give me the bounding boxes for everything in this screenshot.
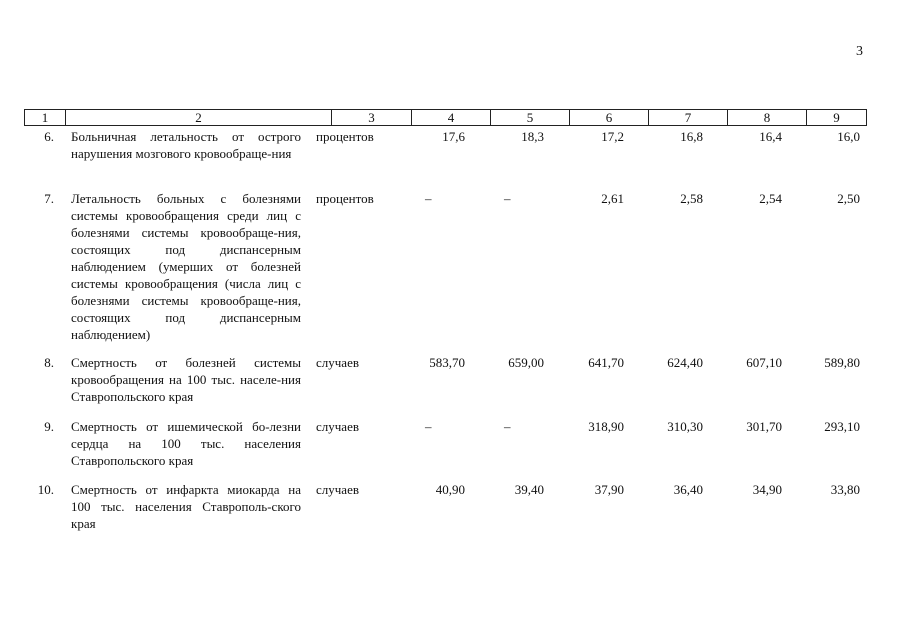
column-header-1: 1	[41, 110, 49, 125]
value-col9: 33,80	[830, 482, 860, 497]
value-col9: 2,50	[837, 191, 860, 206]
column-header-4: 4	[411, 110, 490, 125]
value-col4: –	[425, 419, 432, 434]
value-col4: –	[425, 191, 432, 206]
value-col7: 16,8	[680, 129, 703, 144]
unit: процентов	[316, 191, 374, 206]
column-header-7: 7	[648, 110, 727, 125]
value-col8: 607,10	[746, 355, 782, 370]
value-col4: 40,90	[435, 482, 465, 497]
page-number: 3	[856, 44, 863, 59]
value-col6: 641,70	[588, 355, 624, 370]
table-column-header	[24, 109, 867, 126]
value-col4: 17,6	[442, 129, 465, 144]
value-col7: 36,40	[673, 482, 703, 497]
indicator-name: Больничная летальность от острого нарушения мозгового кровообраще-ния	[71, 129, 301, 161]
column-header-2: 2	[65, 110, 331, 125]
column-header-5: 5	[490, 110, 569, 125]
value-col7: 2,58	[680, 191, 703, 206]
unit: случаев	[316, 355, 359, 370]
indicator-name: Смертность от ишемической бо-лезни сердца на 100 тыс. населения Ставропольского края	[71, 419, 301, 468]
row-number: 9.	[44, 419, 54, 434]
value-col6: 2,61	[601, 191, 624, 206]
value-col9: 293,10	[824, 419, 860, 434]
column-header-8: 8	[727, 110, 806, 125]
value-col9: 16,0	[837, 129, 860, 144]
value-col7: 624,40	[667, 355, 703, 370]
column-header-3: 3	[331, 110, 411, 125]
row-number: 10.	[37, 482, 54, 497]
row-number: 8.	[44, 355, 54, 370]
column-header-6: 6	[569, 110, 648, 125]
value-col5: 659,00	[508, 355, 544, 370]
unit: случаев	[316, 419, 359, 434]
value-col5: 39,40	[514, 482, 544, 497]
value-col4: 583,70	[429, 355, 465, 370]
value-col5: –	[504, 419, 511, 434]
value-col5: –	[504, 191, 511, 206]
unit: случаев	[316, 482, 359, 497]
value-col9: 589,80	[824, 355, 860, 370]
value-col6: 17,2	[601, 129, 624, 144]
indicator-name: Смертность от болезней системы кровообращения на 100 тыс. населе-ния Ставропольского края	[71, 355, 301, 404]
indicator-name: Летальность больных с болезнями системы кровообращения среди лиц с болезнями системы кровообраще-ния, состоящих под диспансерным наблюдением (умерших от болезней системы кровообращения (числа лиц с болезнями системы кровообраще-ния, состоящих под диспансерным наблюдением)	[71, 191, 301, 342]
value-col5: 18,3	[521, 129, 544, 144]
value-col8: 16,4	[759, 129, 782, 144]
value-col6: 318,90	[588, 419, 624, 434]
indicator-name: Смертность от инфаркта миокарда на 100 тыс. населения Ставрополь-ского края	[71, 482, 301, 531]
value-col8: 2,54	[759, 191, 782, 206]
row-number: 6.	[44, 129, 54, 144]
value-col8: 301,70	[746, 419, 782, 434]
value-col7: 310,30	[667, 419, 703, 434]
column-header-9: 9	[806, 110, 866, 125]
value-col6: 37,90	[594, 482, 624, 497]
unit: процентов	[316, 129, 374, 144]
value-col8: 34,90	[752, 482, 782, 497]
row-number: 7.	[44, 191, 54, 206]
